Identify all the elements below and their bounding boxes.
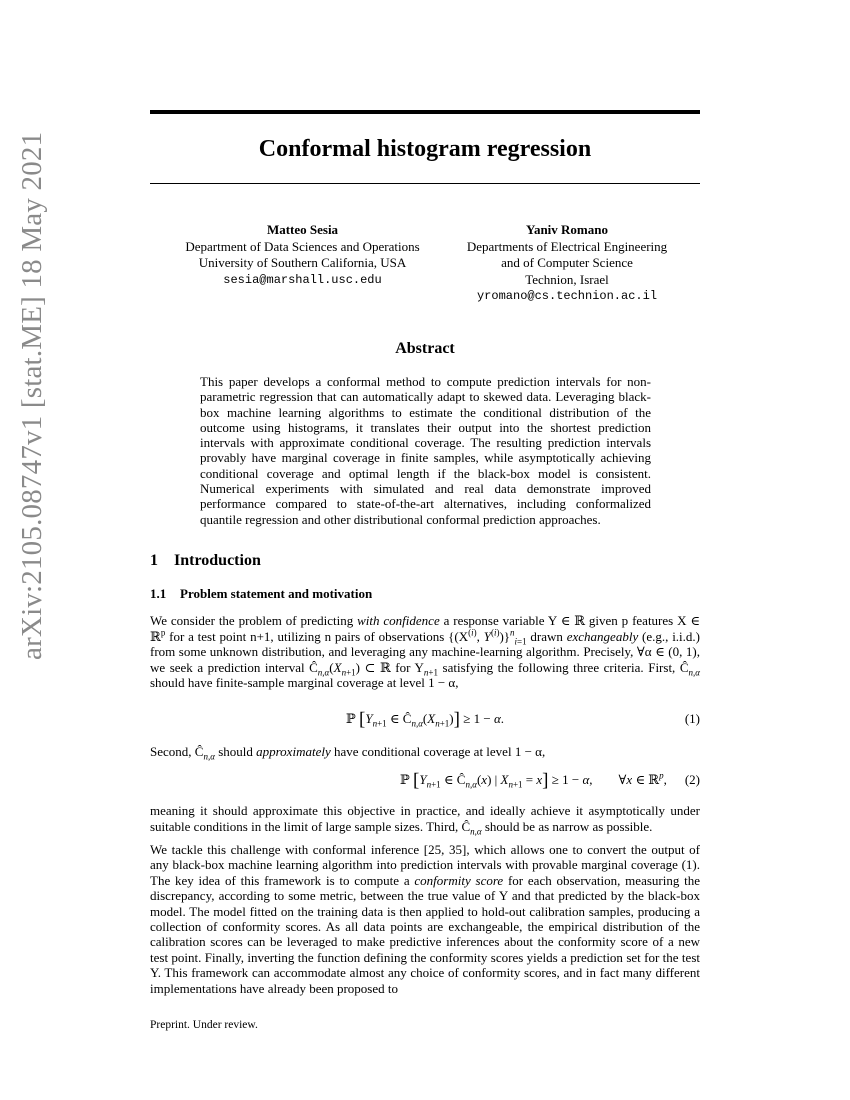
intro-paragraph-3: meaning it should approximate this objective in practice, and ideally achieve it asymptotically under suitable conditions in the limit of large sample sizes. Third, $Ĉ_{n,\alpha}$ should be as narrow as possible. [150, 803, 700, 837]
abstract-body: This paper develops a conformal method to compute prediction intervals for non-parametric regression that can automatically adapt to skewed data. Leveraging black-box machine learning algorithms to estimate the conditional distribution of the outcome using histograms, it translates their output into the shortest prediction intervals with approximate conditional coverage. The resulting prediction intervals provably have marginal coverage in finite samples, while asymptotically achieving conditional coverage and optimal length if the black-box model is consistent. Numerical experiments with simulated and real data demonstrate improved performance compared to state-of-the-art alternatives, including conformalized quantile regression and other distributional conformal prediction approaches. [200, 374, 651, 527]
section-heading-introduction [150, 551, 261, 571]
paper-title: Conformal histogram regression [258, 136, 592, 162]
author-name: Yaniv Romano [526, 222, 608, 237]
equation-1-number: (1) [684, 711, 700, 726]
title-rule-top [150, 110, 700, 114]
author-name: Matteo Sesia [266, 222, 339, 237]
abstract-heading: Abstract [395, 340, 455, 357]
intro-paragraph-1: We consider the problem of predicting with confidence a response variable Y ∈ ℝ given p features X ∈ ℝ$^p$ for a test point n+1, utilizing n pairs of observations {($X^{(i)}$, $Y^{(i)})\}^n_{i=1}$ drawn exchangeably (e.g., i.i.d.) from some unknown distribution, and leveraging any machine-learning algorithm. Precisely, ∀α ∈ (0, 1), we seek a prediction interval $Ĉ_{n,\alpha}(X_{n+1})$ ⊂ ℝ for $Y_{n+1}$ satisfying the following three criteria. First, $Ĉ_{n,\alpha}$ should have finite-sample marginal coverage at level 1 − α, [150, 613, 700, 690]
equation-2-formula: ℙ [$Y_{n+1}$ ∈ $Ĉ_{n,\alpha}(x)$ | $X_{n+1} = x] \ge 1 - \alpha$, ∀x ∈ ℝ$^p$, [400, 770, 667, 791]
intro-paragraph-4: We tackle this challenge with conformal inference [25, 35], which allows one to convert the output of any black-box machine learning algorithm into prediction intervals with provable marginal coverage (1). The key idea of this framework is to compute a conformity score for each observation, measuring the discrepancy, according to some metric, between the true value of Y and that predicted by the black-box model. The model fitted on the training data is then applied to hold-out calibration samples, producing a collection of conformity scores. As all data points are exchangeable, the empirical distribution of the calibration scores can be leveraged to make predictive inferences about the conformity score of a new test point. Finally, inverting the function defining the conformity scores yields a prediction set for the test Y. This framework can accommodate almost any choice of conformity scores, and in fact many different implementations have already been proposed to [150, 842, 700, 996]
equation-1 [150, 707, 700, 731]
author-email[interactable]: yromano@cs.technion.ac.il [476, 289, 658, 303]
title-rule-bottom [150, 183, 700, 184]
author-affiliation: Technion, Israel [525, 271, 609, 287]
footer-note: Preprint. Under review. [150, 1019, 258, 1031]
author-affiliation: Departments of Electrical Engineering [466, 238, 668, 254]
equation-1-formula: ℙ [$Y_{n+1}$ ∈ $Ĉ_{n,\alpha}(X_{n+1})] \ge 1 - \alpha$. [345, 709, 505, 730]
subsection-number: 1.1 [150, 586, 167, 601]
author-affiliation: University of Southern California, USA [198, 255, 407, 270]
section-title: Introduction [174, 552, 261, 569]
equation-2 [150, 768, 700, 792]
arxiv-stamp[interactable]: arXiv:2105.08747v1 [stat.ME] 18 May 2021 [16, 131, 48, 660]
author-affiliation: Department of Data Sciences and Operations [185, 238, 420, 254]
author-block-romano [437, 222, 697, 305]
subsection-heading [150, 586, 372, 602]
author-block-sesia [165, 222, 440, 288]
author-affiliation: and of Computer Science [501, 255, 633, 270]
subsection-title: Problem statement and motivation [180, 586, 373, 601]
equation-2-number: (2) [684, 772, 700, 787]
section-number: 1 [150, 552, 158, 569]
intro-paragraph-2: Second, $Ĉ_{n,\alpha}$ should approximately have conditional coverage at level 1 − α, [150, 744, 546, 762]
author-email[interactable]: sesia@marshall.usc.edu [223, 272, 382, 287]
